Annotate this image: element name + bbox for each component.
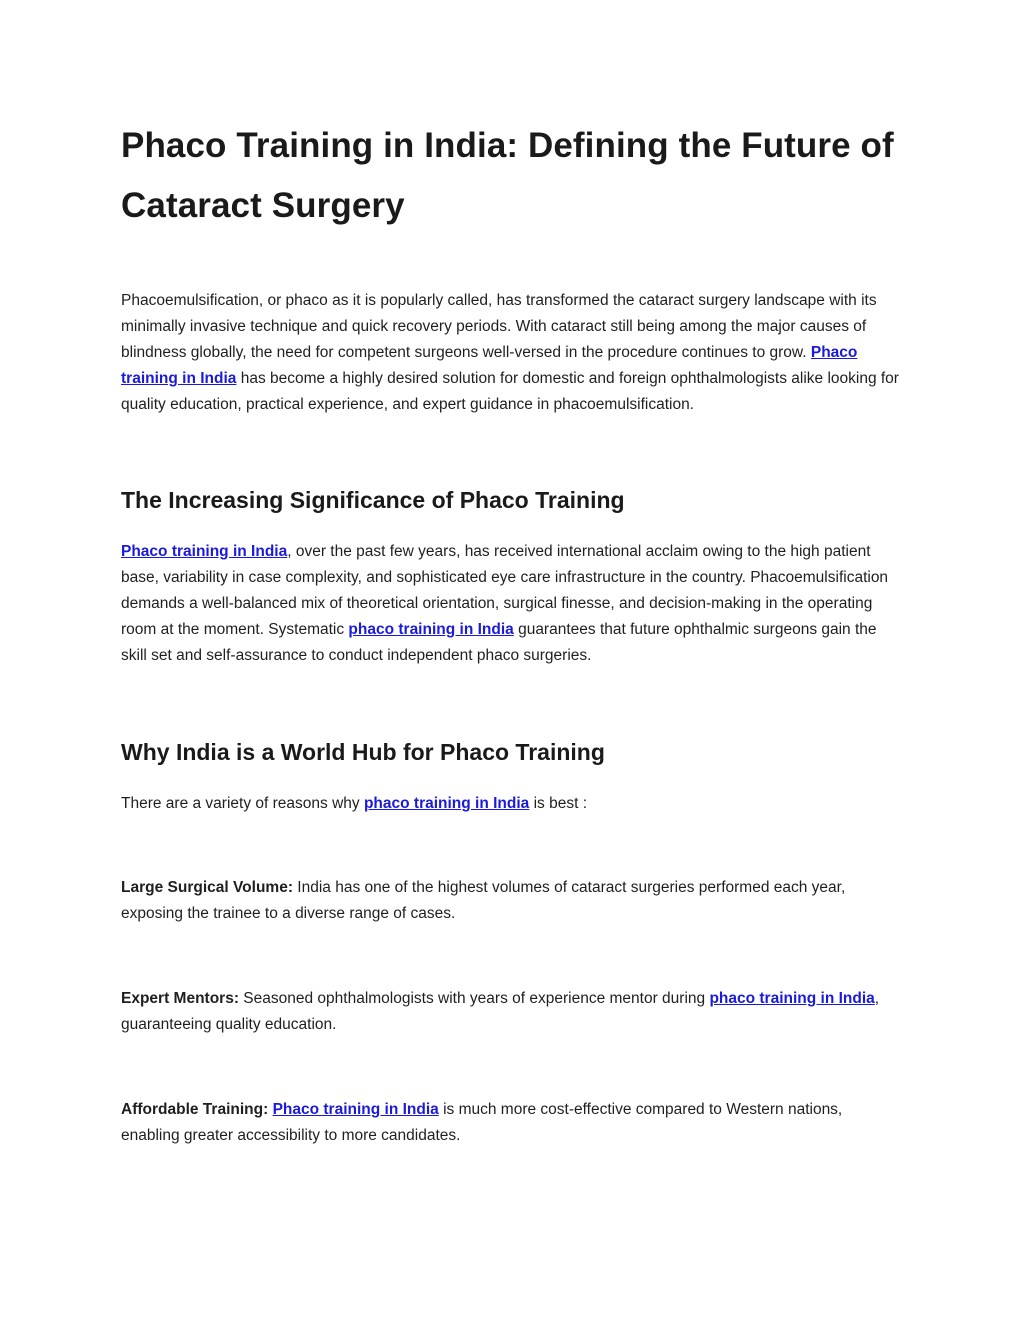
phaco-training-link[interactable]: Phaco training in India: [272, 1101, 439, 1118]
document-page: [121, 116, 901, 1149]
intro-text-end: has become a highly desired solution for domestic and foreign ophthalmologists alike looking for quality education, practical experience, and expert guidance in phacoemulsification.: [121, 370, 899, 413]
reason-text-end: is much more cost-effective compared to Western nations, enabling greater accessibility to more candidates.: [121, 1101, 843, 1144]
reason-expert-mentors: [121, 986, 901, 1038]
significance-text-2: guarantees that future ophthalmic surgeons gain the skill set and self-assurance to conduct independent phaco surgeries.: [121, 621, 877, 664]
page-title: Phaco Training in India: Defining the Future of Cataract Surgery: [121, 126, 894, 225]
reason-text-end: , guaranteeing quality education.: [121, 990, 880, 1033]
reason-large-surgical-volume: [121, 875, 901, 927]
phaco-training-link[interactable]: Phaco training in India: [121, 344, 858, 387]
section-heading-significance: The Increasing Significance of Phaco Training: [121, 487, 625, 513]
reason-label: Large Surgical Volume:: [121, 879, 293, 896]
reason-text-start: Seasoned ophthalmologists with years of experience mentor during: [239, 990, 710, 1007]
section-heading-world-hub: Why India is a World Hub for Phaco Training: [121, 739, 605, 765]
world-hub-lead-paragraph: [121, 791, 901, 817]
reason-label: Expert Mentors:: [121, 990, 239, 1007]
reason-label: Affordable Training:: [121, 1101, 269, 1118]
lead-text-start: There are a variety of reasons why: [121, 795, 364, 812]
lead-text-end: is best :: [529, 795, 588, 812]
reason-text: India has one of the highest volumes of cataract surgeries performed each year, exposing the trainee to a diverse range of cases.: [121, 879, 846, 922]
reason-affordable-training: [121, 1097, 901, 1149]
phaco-training-link[interactable]: phaco training in India: [709, 990, 875, 1007]
significance-text-1: , over the past few years, has received international acclaim owing to the high patient base, variability in case complexity, and sophisticated eye care infrastructure in the country. Phacoemulsification demands a well-balanced mix of theoretical orientation, surgical finesse, and decision-making in the operating room at the moment. Systematic: [121, 543, 889, 638]
phaco-training-link[interactable]: phaco training in India: [363, 795, 530, 812]
significance-paragraph: [121, 539, 901, 669]
intro-paragraph: [121, 288, 901, 418]
intro-text-start: Phacoemulsification, or phaco as it is popularly called, has transformed the cataract surgery landscape with its minimally invasive technique and quick recovery periods. With cataract still being among the major causes of blindness globally, the need for competent surgeons well-versed in the procedure continues to grow.: [121, 292, 877, 361]
phaco-training-link[interactable]: phaco training in India: [348, 621, 514, 638]
phaco-training-link[interactable]: Phaco training in India: [121, 543, 288, 560]
